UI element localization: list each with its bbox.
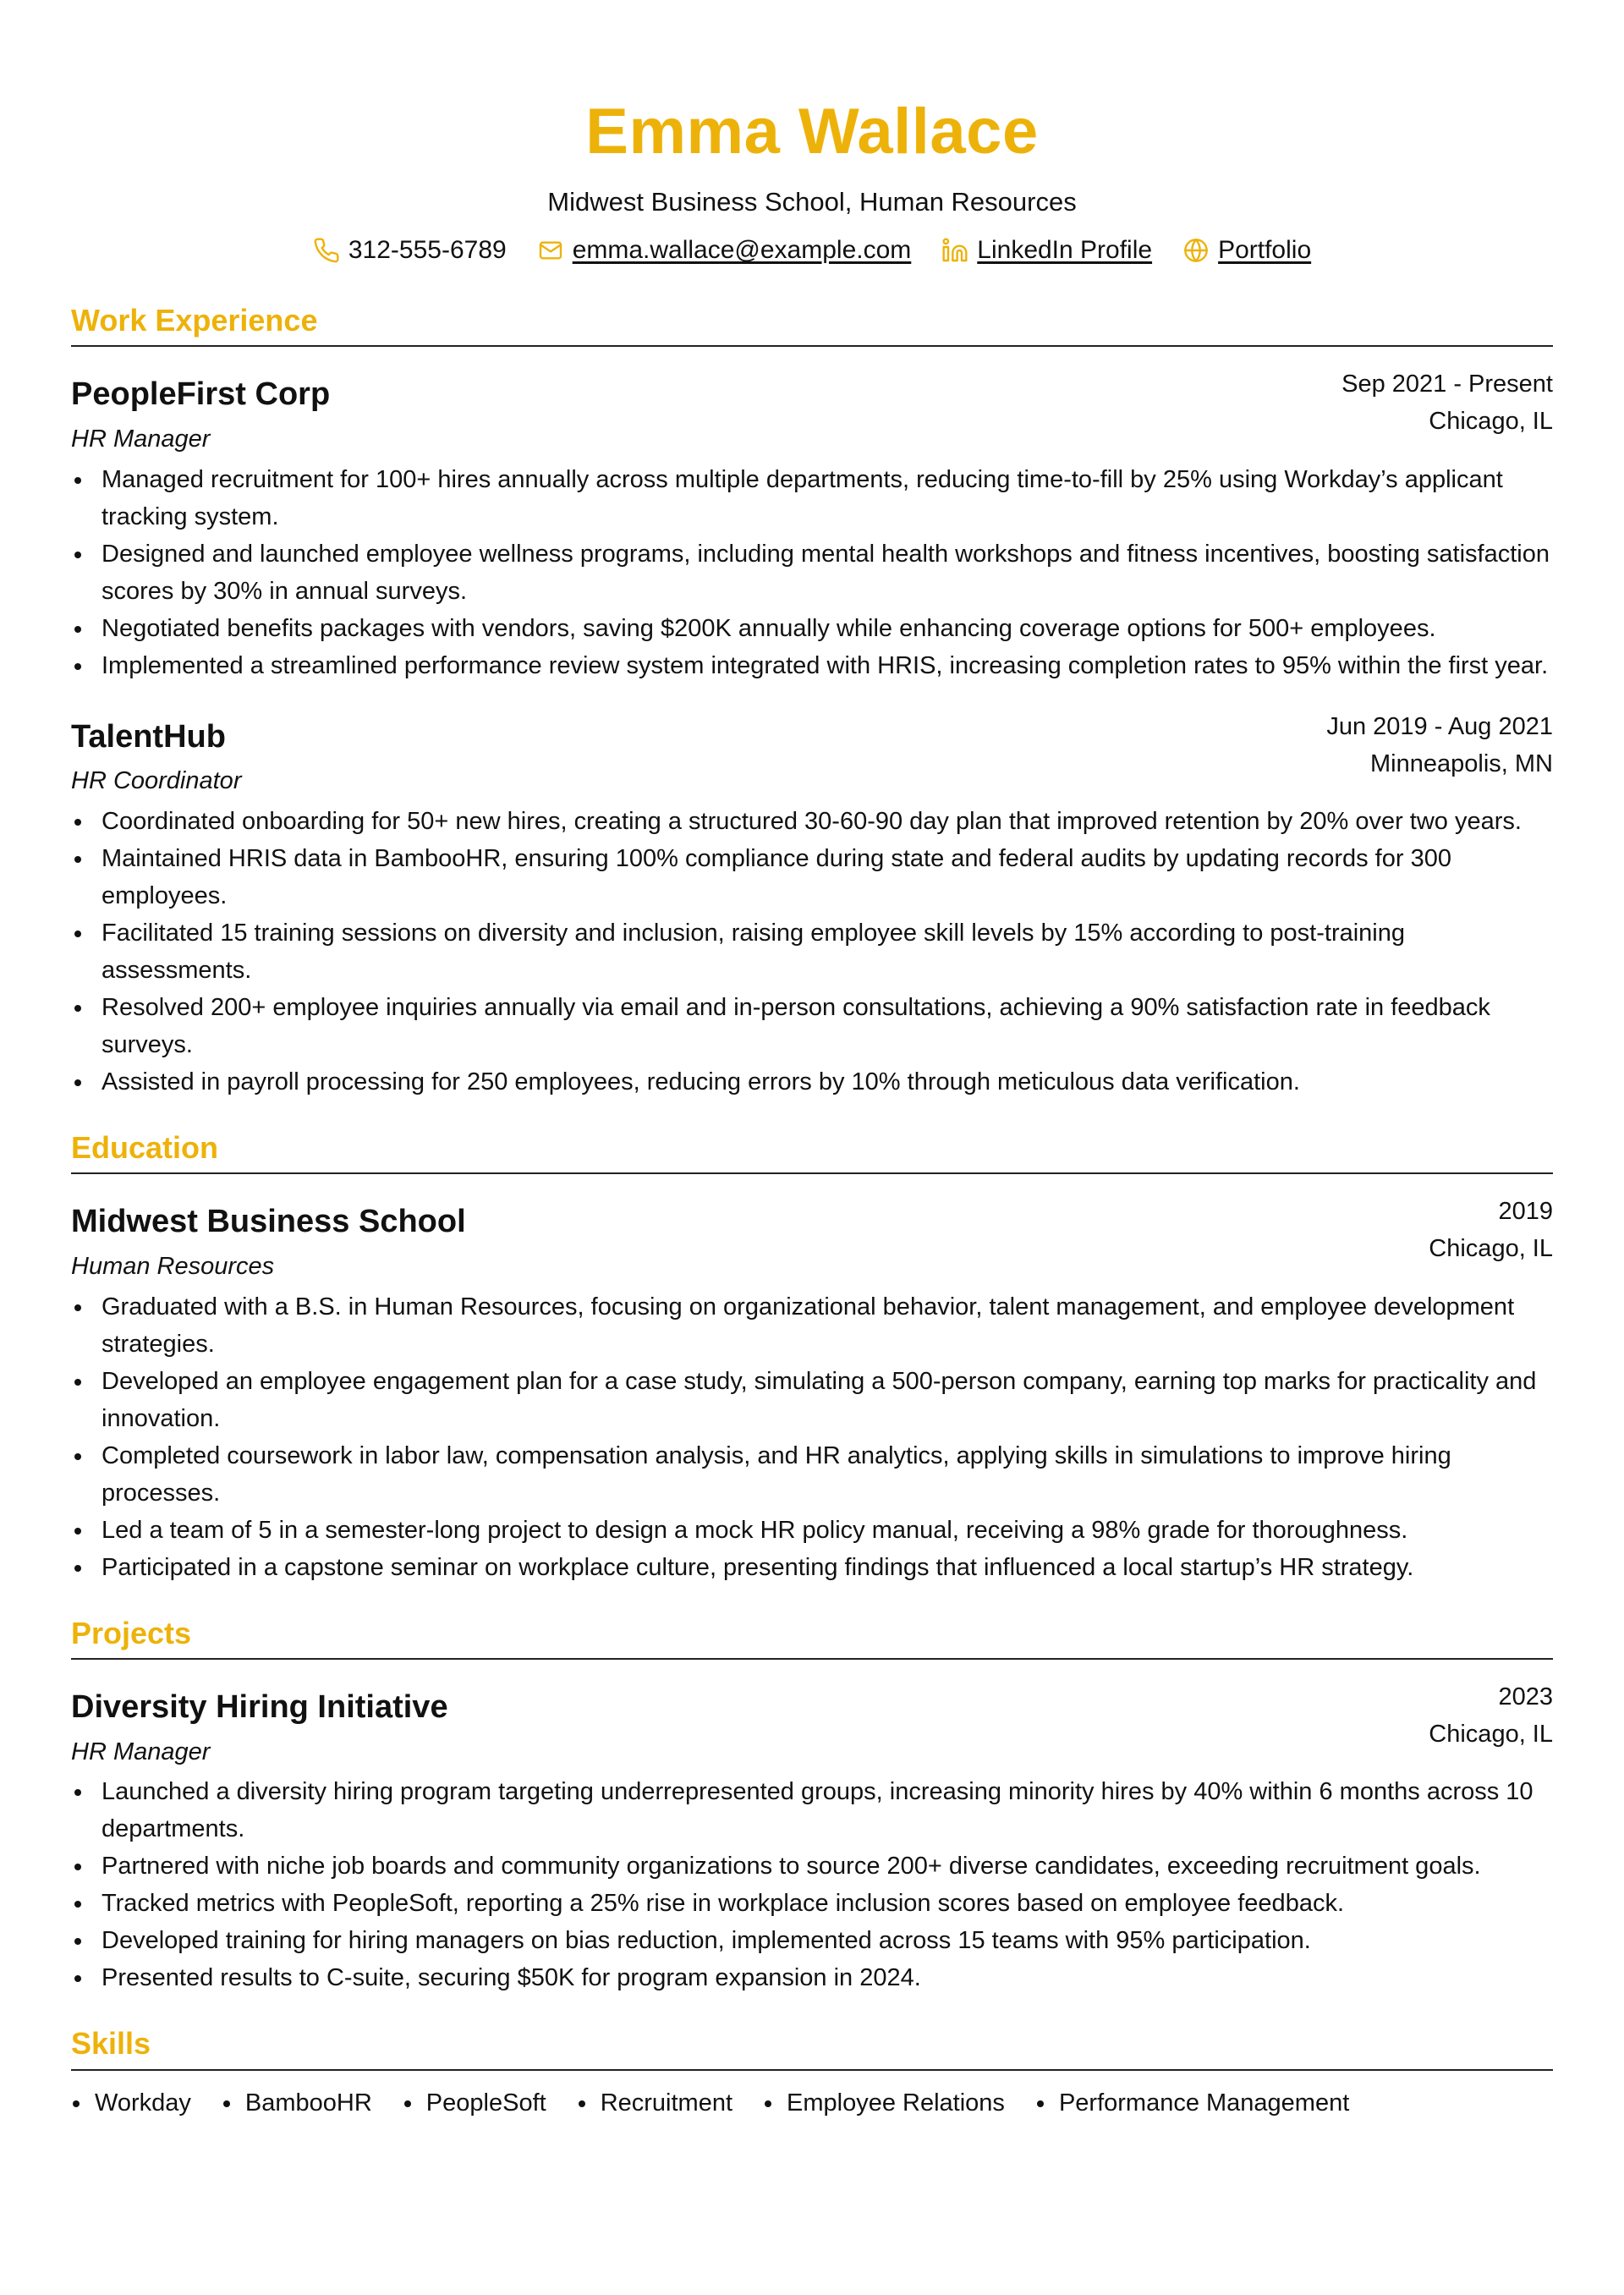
list-item: Implemented a streamlined performance review system integrated with HRIS, increasing completion rates to 95% within the first year.: [71, 647, 1553, 684]
entry-meta: [1341, 365, 1553, 440]
linkedin-link[interactable]: LinkedIn Profile: [977, 236, 1153, 265]
company-name: PeopleFirst Corp: [71, 376, 331, 413]
skill-item: BambooHR: [222, 2084, 372, 2122]
bullet-list: [71, 803, 1553, 1101]
skill-item: PeopleSoft: [403, 2084, 546, 2122]
contact-bar: [71, 236, 1553, 265]
entry-location: Chicago, IL: [1429, 1720, 1553, 1748]
list-item: Graduated with a B.S. in Human Resources, focusing on organizational behavior, talent management, and employee development strategies.: [71, 1288, 1553, 1363]
entry-dates: 2023: [1498, 1683, 1553, 1710]
email-link[interactable]: emma.wallace@example.com: [572, 236, 912, 265]
list-item: Developed training for hiring managers on bias reduction, implemented across 15 teams with 95% participation.: [71, 1922, 1553, 1959]
entry-dates: Jun 2019 - Aug 2021: [1326, 712, 1553, 740]
section-title: Work Experience: [71, 302, 1553, 347]
company-name: TalentHub: [71, 718, 226, 755]
candidate-name: Emma Wallace: [585, 96, 1039, 167]
bullet-list: [71, 1288, 1553, 1586]
entry-location: Chicago, IL: [1429, 1235, 1553, 1263]
contact-linkedin: [941, 236, 1152, 265]
project-name: Diversity Hiring Initiative: [71, 1688, 448, 1725]
bullet-list: [71, 461, 1553, 684]
portfolio-link[interactable]: Portfolio: [1218, 236, 1312, 265]
entry-meta: [1429, 1678, 1553, 1753]
skill-item: Performance Management: [1035, 2084, 1349, 2122]
phone-icon: [313, 237, 340, 264]
entry-dates: 2019: [1498, 1198, 1553, 1226]
linkedin-icon: [941, 237, 968, 264]
list-item: Negotiated benefits packages with vendors, saving $200K annually while enhancing coverage options for 500+ employees.: [71, 610, 1553, 647]
entry-dates: Sep 2021 - Present: [1341, 371, 1553, 398]
contact-portfolio: [1182, 236, 1311, 265]
section-title: Projects: [71, 1615, 1553, 1660]
project-entry: [71, 1678, 1553, 1996]
job-role: HR Coordinator: [71, 767, 242, 795]
resume-header: [71, 0, 1553, 265]
list-item: Coordinated onboarding for 50+ new hires, creating a structured 30-60-90 day plan that improved retention by 20% over two years.: [71, 803, 1553, 840]
list-item: Tracked metrics with PeopleSoft, reporting a 25% rise in workplace inclusion scores based on employee feedback.: [71, 1885, 1553, 1922]
job-role: HR Manager: [71, 425, 211, 453]
section-title: Education: [71, 1129, 1553, 1174]
list-item: Designed and launched employee wellness programs, including mental health workshops and fitness incentives, boosting satisfaction scores by 30% in annual surveys.: [71, 535, 1553, 610]
candidate-subtitle: Midwest Business School, Human Resources: [547, 187, 1077, 217]
list-item: Presented results to C-suite, securing $50K for program expansion in 2024.: [71, 1959, 1553, 1996]
list-item: Launched a diversity hiring program targeting underrepresented groups, increasing minority hires by 40% within 6 months across 10 departments.: [71, 1773, 1553, 1848]
projects-section: [71, 1615, 1553, 1997]
list-item: Facilitated 15 training sessions on diversity and inclusion, raising employee skill levels by 15% according to post-training assessments.: [71, 914, 1553, 989]
skill-item: Workday: [71, 2084, 191, 2122]
entry-location: Minneapolis, MN: [1370, 749, 1553, 777]
bullet-list: [71, 1773, 1553, 1996]
contact-email: [537, 236, 912, 265]
list-item: Maintained HRIS data in BambooHR, ensuring 100% compliance during state and federal audits by updating records for 300 employees.: [71, 840, 1553, 914]
skills-list: [71, 2084, 1553, 2122]
entry-meta: [1429, 1193, 1553, 1267]
work-entry: [71, 365, 1553, 684]
education-section: [71, 1129, 1553, 1586]
skills-section: [71, 2025, 1553, 2121]
section-title: Skills: [71, 2025, 1553, 2070]
list-item: Resolved 200+ employee inquiries annually via email and in-person consultations, achieving a 90% satisfaction rate in feedback surveys.: [71, 989, 1553, 1063]
field-of-study: Human Resources: [71, 1252, 275, 1280]
entry-meta: [1326, 708, 1553, 782]
list-item: Led a team of 5 in a semester-long project to design a mock HR policy manual, receiving a 98% grade for thoroughness.: [71, 1512, 1553, 1549]
contact-phone: [313, 236, 507, 265]
work-entry: [71, 708, 1553, 1101]
mail-icon: [537, 237, 564, 264]
project-role: HR Manager: [71, 1738, 211, 1765]
entry-location: Chicago, IL: [1429, 408, 1553, 436]
school-name: Midwest Business School: [71, 1204, 466, 1240]
list-item: Participated in a capstone seminar on workplace culture, presenting findings that influenced a local startup’s HR strategy.: [71, 1549, 1553, 1586]
list-item: Managed recruitment for 100+ hires annually across multiple departments, reducing time-to-fill by 25% using Workday’s applicant tracking system.: [71, 461, 1553, 535]
work-experience-section: [71, 302, 1553, 1101]
phone-number: 312-555-6789: [348, 236, 507, 265]
list-item: Partnered with niche job boards and community organizations to source 200+ diverse candidates, exceeding recruitment goals.: [71, 1848, 1553, 1885]
skill-item: Employee Relations: [763, 2084, 1005, 2122]
globe-icon: [1182, 237, 1210, 264]
education-entry: [71, 1193, 1553, 1585]
list-item: Completed coursework in labor law, compensation analysis, and HR analytics, applying skills in simulations to improve hiring processes.: [71, 1437, 1553, 1512]
skill-item: Recruitment: [577, 2084, 732, 2122]
list-item: Assisted in payroll processing for 250 employees, reducing errors by 10% through meticulous data verification.: [71, 1063, 1553, 1101]
list-item: Developed an employee engagement plan for a case study, simulating a 500-person company, earning top marks for practicality and innovation.: [71, 1363, 1553, 1437]
